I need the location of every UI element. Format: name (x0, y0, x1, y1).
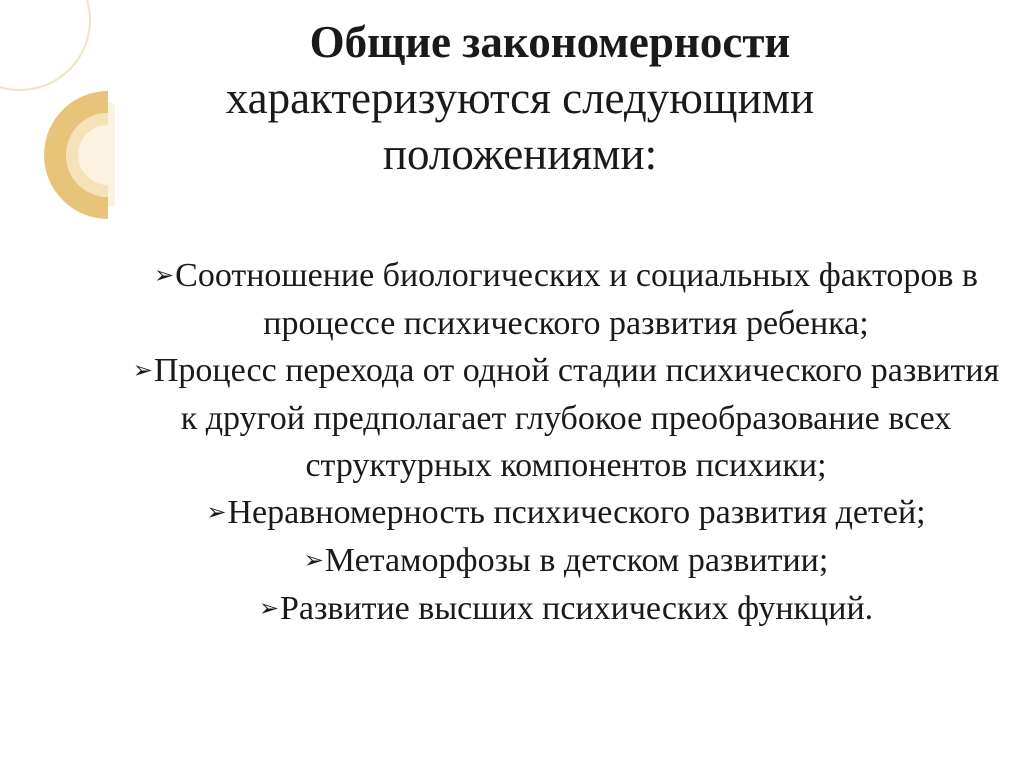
arrow-bullet-icon: ➢ (206, 500, 227, 526)
title-line-2: характеризуются следующими (225, 73, 815, 123)
decorative-circles (0, 0, 115, 220)
bullet-item-3 (128, 489, 1004, 537)
bullet-item-4 (128, 537, 1004, 585)
bullet-list (128, 252, 1004, 633)
bullet-text: Развитие высших психических функций. (279, 590, 874, 627)
arrow-bullet-icon: ➢ (258, 596, 279, 622)
arrow-bullet-icon: ➢ (154, 263, 175, 289)
bullet-text: Метаморфозы в детском развитии; (324, 542, 829, 579)
bullet-text: Процесс перехода от одной стадии психического развития к другой предполагает глубокое преобразование всех структурных компонентов психики; (153, 352, 1000, 484)
slide-title (120, 14, 920, 182)
bullet-text: Неравномерность психического развития детей; (227, 494, 926, 531)
bullet-text: Соотношение биологических и социальных факторов в процессе психического развития ребенка; (175, 257, 978, 342)
arrow-bullet-icon: ➢ (132, 358, 153, 384)
bullet-item-1 (128, 252, 1004, 347)
arrow-bullet-icon: ➢ (303, 548, 324, 574)
title-line-3: положениями: (382, 129, 658, 179)
bullet-item-2 (128, 347, 1004, 489)
bullet-item-5 (128, 585, 1004, 633)
title-bold-line: Общие закономерности (309, 17, 791, 67)
